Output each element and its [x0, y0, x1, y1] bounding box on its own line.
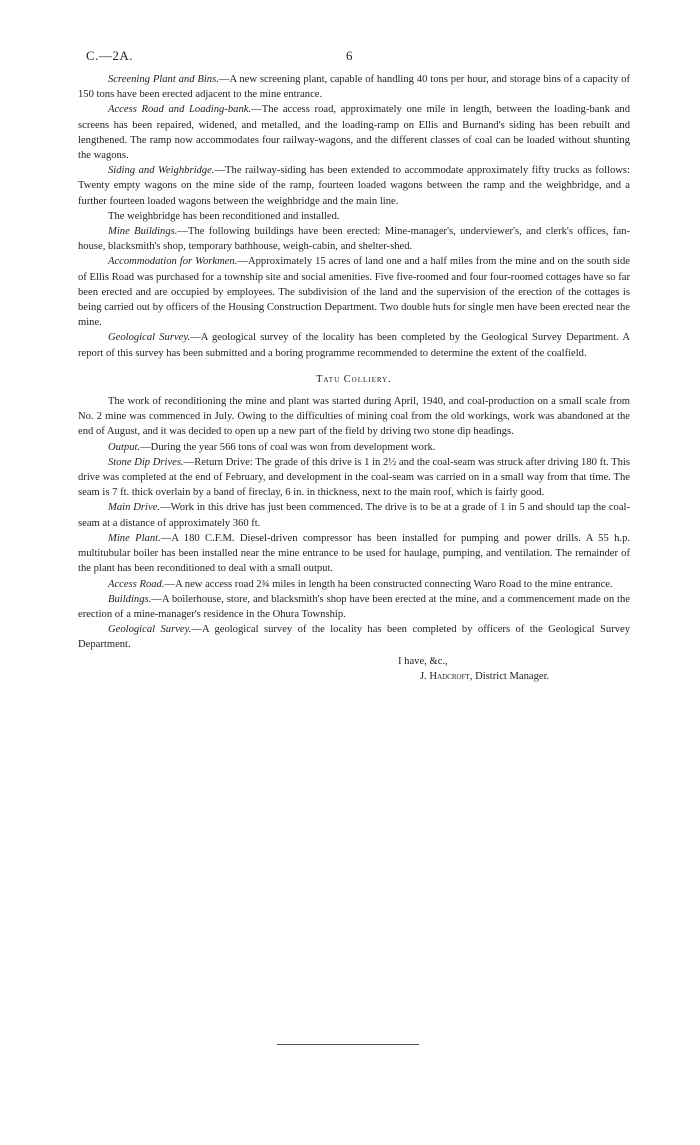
paragraph-text: —A new screening plant, capable of handling 40 tons per hour, and storage bins of a capacity of 150 tons have been erected adjacent to the mine entrance.: [78, 74, 630, 101]
signature-block: [78, 654, 630, 684]
paragraph-text: —A new access road 2¾ miles in length ha been constructed connecting Waro Road to the mine entrance.: [164, 578, 613, 590]
paragraph-lead: Main Drive.: [108, 502, 161, 514]
paragraph-lead: Buildings.: [108, 593, 152, 605]
paragraph-text: —A geological survey of the locality has been completed by the Geological Survey Department. A report of this survey has been submitted and a boring programme recommended to determine the extent of the coalfield.: [78, 332, 630, 359]
paragraph-text: —Return Drive: The grade of this drive is 1 in 2½ and the coal-seam was struck after driving 180 ft. This drive was completed at the end of February, and development in the coal-seam was carried on in a small way from that time. The seam is 7 ft. thick overlain by a band of fireclay, 6 in. in thickness, next to the main roof, which is fairly good.: [78, 456, 630, 499]
report-body: [78, 72, 630, 684]
paragraph-text: —A 180 C.F.M. Diesel-driven compressor has been installed for pumping and power drills. A 55 h.p. multitubular boiler has been installed near the mine entrance to be used for haulage, pumping, and ventilation. The remainder of the plant has been reconditioned to deal with a small output.: [78, 532, 631, 575]
signature-closing: I have, &c.,: [398, 655, 448, 667]
paragraph-lead: Mine Buildings.: [108, 226, 178, 238]
paragraph-lead: Access Road.: [108, 578, 165, 590]
paragraph-lead: Accommodation for Workmen.: [108, 256, 238, 268]
signature-title: District Manager.: [475, 670, 550, 682]
end-rule: [277, 1044, 419, 1045]
paragraph-lead: Siding and Weighbridge.: [108, 165, 215, 177]
paragraph-mine-buildings: [78, 224, 630, 254]
signature-name: J. Hadcroft,: [420, 670, 473, 682]
paragraph-lead: Screening Plant and Bins.: [108, 74, 219, 85]
section-heading: Tatu Colliery.: [316, 373, 392, 385]
paragraph-geological-survey: [78, 330, 630, 360]
paragraph-buildings: [78, 592, 630, 622]
paragraph-lead: Geological Survey.: [108, 624, 192, 636]
paragraph-siding: [78, 163, 630, 209]
paragraph-text: —A boilerhouse, store, and blacksmith's shop have been erected at the mine, and a commencement made on the erection of a mine-manager's residence in the Ohura Township.: [78, 593, 630, 620]
paragraph-text: The weighbridge has been reconditioned and installed.: [108, 210, 340, 222]
paragraph-text: —The following buildings have been erected: Mine-manager's, underviewer's, and clerk's offices, fan-house, blacksmith's shop, temporary bathhouse, weigh-cabin, and shelter-shed.: [78, 226, 630, 253]
paragraph-lead: Output.: [108, 441, 141, 453]
paragraph-accommodation: [78, 254, 630, 330]
paragraph-main-drive: [78, 500, 630, 530]
paragraph-weighbridge: [78, 209, 630, 224]
paragraph-lead: Access Road and Loading-bank.: [108, 104, 252, 116]
paragraph-reconditioning: [78, 394, 630, 440]
paragraph-access-road: [78, 102, 630, 163]
report-reference: C.—2A.: [86, 48, 134, 63]
paragraph-text: —The access road, approximately one mile in length, between the loading-bank and screens has been repaired, widened, and metalled, and the loading-ramp on Ellis and Burnand's siding has been rebuilt and lengthened. The ramp now accommodates four railway-wagons, and the different classes of coal can be loaded without shunting the wagons.: [78, 104, 630, 162]
paragraph-lead: Mine Plant.: [108, 532, 161, 544]
paragraph-output: [78, 440, 630, 455]
paragraph-text: —During the year 566 tons of coal was won from development work.: [140, 441, 436, 453]
signature-line: [78, 669, 630, 684]
paragraph-text: —Approximately 15 acres of land one and a half miles from the mine and on the south side of Ellis Road was purchased for a township site and social amenities. Five five-roomed and four four-roomed cottages have so far been erected and are occupied by employees. The subdivision of the land and the supervision of the erection of the cottages is being carried out by officers of the Housing Construction Department. Two double huts for single men have been erected near the mine.: [78, 256, 631, 329]
paragraph-geological-survey-tatu: [78, 622, 630, 652]
paragraph-lead: Geological Survey.: [108, 332, 191, 344]
paragraph-text: —A geological survey of the locality has been completed by officers of the Geological Survey Department.: [78, 624, 630, 651]
paragraph-text: The work of reconditioning the mine and plant was started during April, 1940, and coal-production on a small scale from No. 2 mine was commenced in July. Owing to the difficulties of mining coal from the old workings, work was abandoned at the end of August, and it was decided to open up a new part of the field by driving two stone dip headings.: [78, 396, 630, 438]
paragraph-access-road-tatu: [78, 577, 630, 592]
paragraph-lead: Stone Dip Drives.: [108, 456, 184, 468]
paragraph-text: —The railway-siding has been extended to accommodate approximately fifty trucks as follows: Twenty empty wagons on the mine side of the ramp, fourteen loaded wagons between the ramp and the weighbridge, and a further fourteen loaded wagons between the weighbridge and the main line.: [78, 165, 630, 207]
paragraph-screening-plant: [78, 72, 630, 102]
paragraph-text: —Work in this drive has just been commenced. The drive is to be at a grade of 1 in 5 and should tap the coal-seam at a distance of approximately 360 ft.: [78, 502, 631, 529]
paragraph-mine-plant: [78, 531, 630, 577]
paragraph-stone-dip-drives: [78, 455, 630, 501]
page-number: 6: [346, 48, 353, 63]
